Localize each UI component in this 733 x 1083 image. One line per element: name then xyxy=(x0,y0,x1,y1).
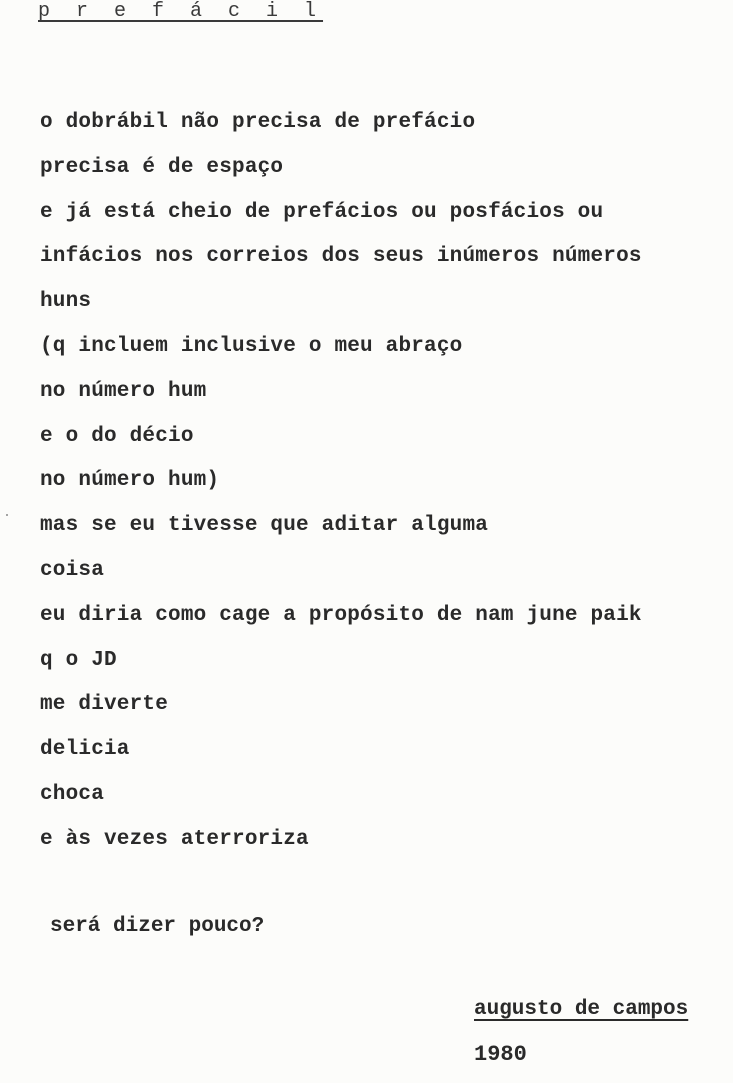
poem-line: e às vezes aterroriza xyxy=(40,827,309,851)
year: 1980 xyxy=(474,1042,527,1067)
poem-line: infácios nos correios dos seus inúmeros números xyxy=(40,245,642,269)
poem-line: eu diria como cage a propósito de nam june paik xyxy=(40,603,642,627)
poem-line: choca xyxy=(40,782,105,806)
poem-line: q o JD xyxy=(40,648,117,672)
poem-line: e já está cheio de prefácios ou posfácios ou xyxy=(40,200,604,224)
paper-speck xyxy=(6,514,8,516)
poem-line: no número hum) xyxy=(40,469,220,493)
poem-line: delicia xyxy=(40,738,130,762)
poem-line: e o do décio xyxy=(40,424,194,448)
poem-line: coisa xyxy=(40,558,105,582)
poem-body xyxy=(40,108,642,870)
poem-line: mas se eu tivesse que aditar alguma xyxy=(40,514,489,538)
poem-line: (q incluem inclusive o meu abraço xyxy=(40,334,463,358)
poem-line: o dobrábil não precisa de prefácio xyxy=(40,111,476,134)
poem-line: no número hum xyxy=(40,379,207,403)
poem-line: precisa é de espaço xyxy=(40,155,284,179)
poem-line: me diverte xyxy=(40,693,169,717)
author-signature: augusto de campos xyxy=(474,998,689,1021)
poem-line: huns xyxy=(40,290,92,314)
closing-question: será dizer pouco? xyxy=(50,915,265,938)
page-title: p r e f á c i l xyxy=(38,0,324,23)
